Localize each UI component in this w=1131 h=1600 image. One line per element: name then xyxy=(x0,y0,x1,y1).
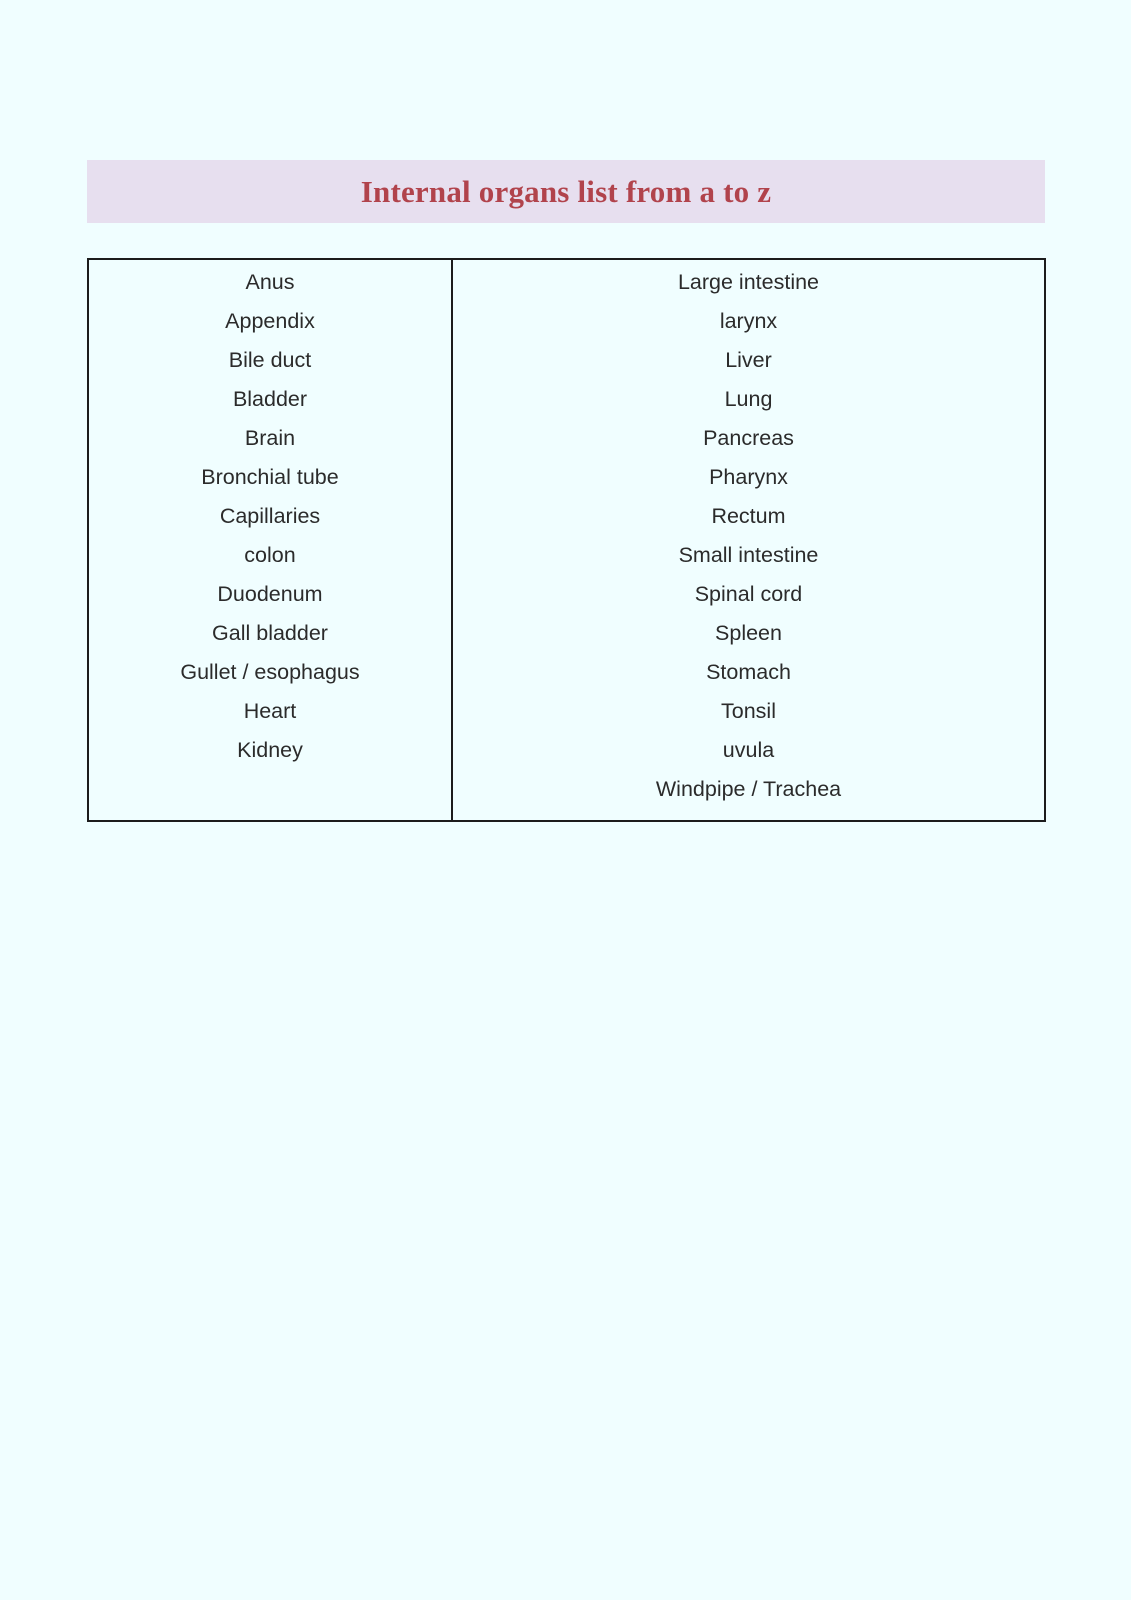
list-item: Tonsil xyxy=(721,699,776,723)
list-item: Kidney xyxy=(237,738,303,762)
list-item: Rectum xyxy=(711,504,786,528)
list-item: Heart xyxy=(243,699,297,723)
right-organ-list xyxy=(453,267,1044,813)
list-item: Liver xyxy=(725,348,772,372)
list-item: Spinal cord xyxy=(694,582,803,606)
list-item: Pharynx xyxy=(709,465,788,489)
left-column xyxy=(89,260,453,820)
list-item: Windpipe / Trachea xyxy=(655,777,842,801)
list-item: Lung xyxy=(724,387,773,411)
list-item: Bronchial tube xyxy=(201,465,339,489)
list-item: Duodenum xyxy=(217,582,323,606)
list-item: colon xyxy=(244,543,296,567)
list-item: Large intestine xyxy=(677,270,820,294)
list-item: Spleen xyxy=(715,621,782,645)
list-item: Pancreas xyxy=(703,426,794,450)
list-item: Small intestine xyxy=(678,543,819,567)
list-item: Gall bladder xyxy=(212,621,328,645)
list-item: Appendix xyxy=(225,309,315,333)
left-organ-list xyxy=(89,267,451,774)
list-item: Stomach xyxy=(706,660,791,684)
page-title: Internal organs list from a to z xyxy=(360,173,772,209)
right-column xyxy=(453,260,1044,820)
title-banner xyxy=(87,160,1045,223)
list-item: Bile duct xyxy=(228,348,312,372)
list-item: Bladder xyxy=(232,387,308,411)
list-item: Anus xyxy=(245,270,295,294)
list-item: Gullet / esophagus xyxy=(180,660,360,684)
list-item: Capillaries xyxy=(219,504,321,528)
organ-table xyxy=(87,258,1046,822)
list-item: Brain xyxy=(244,426,296,450)
list-item: uvula xyxy=(722,738,775,762)
list-item: larynx xyxy=(719,309,778,333)
